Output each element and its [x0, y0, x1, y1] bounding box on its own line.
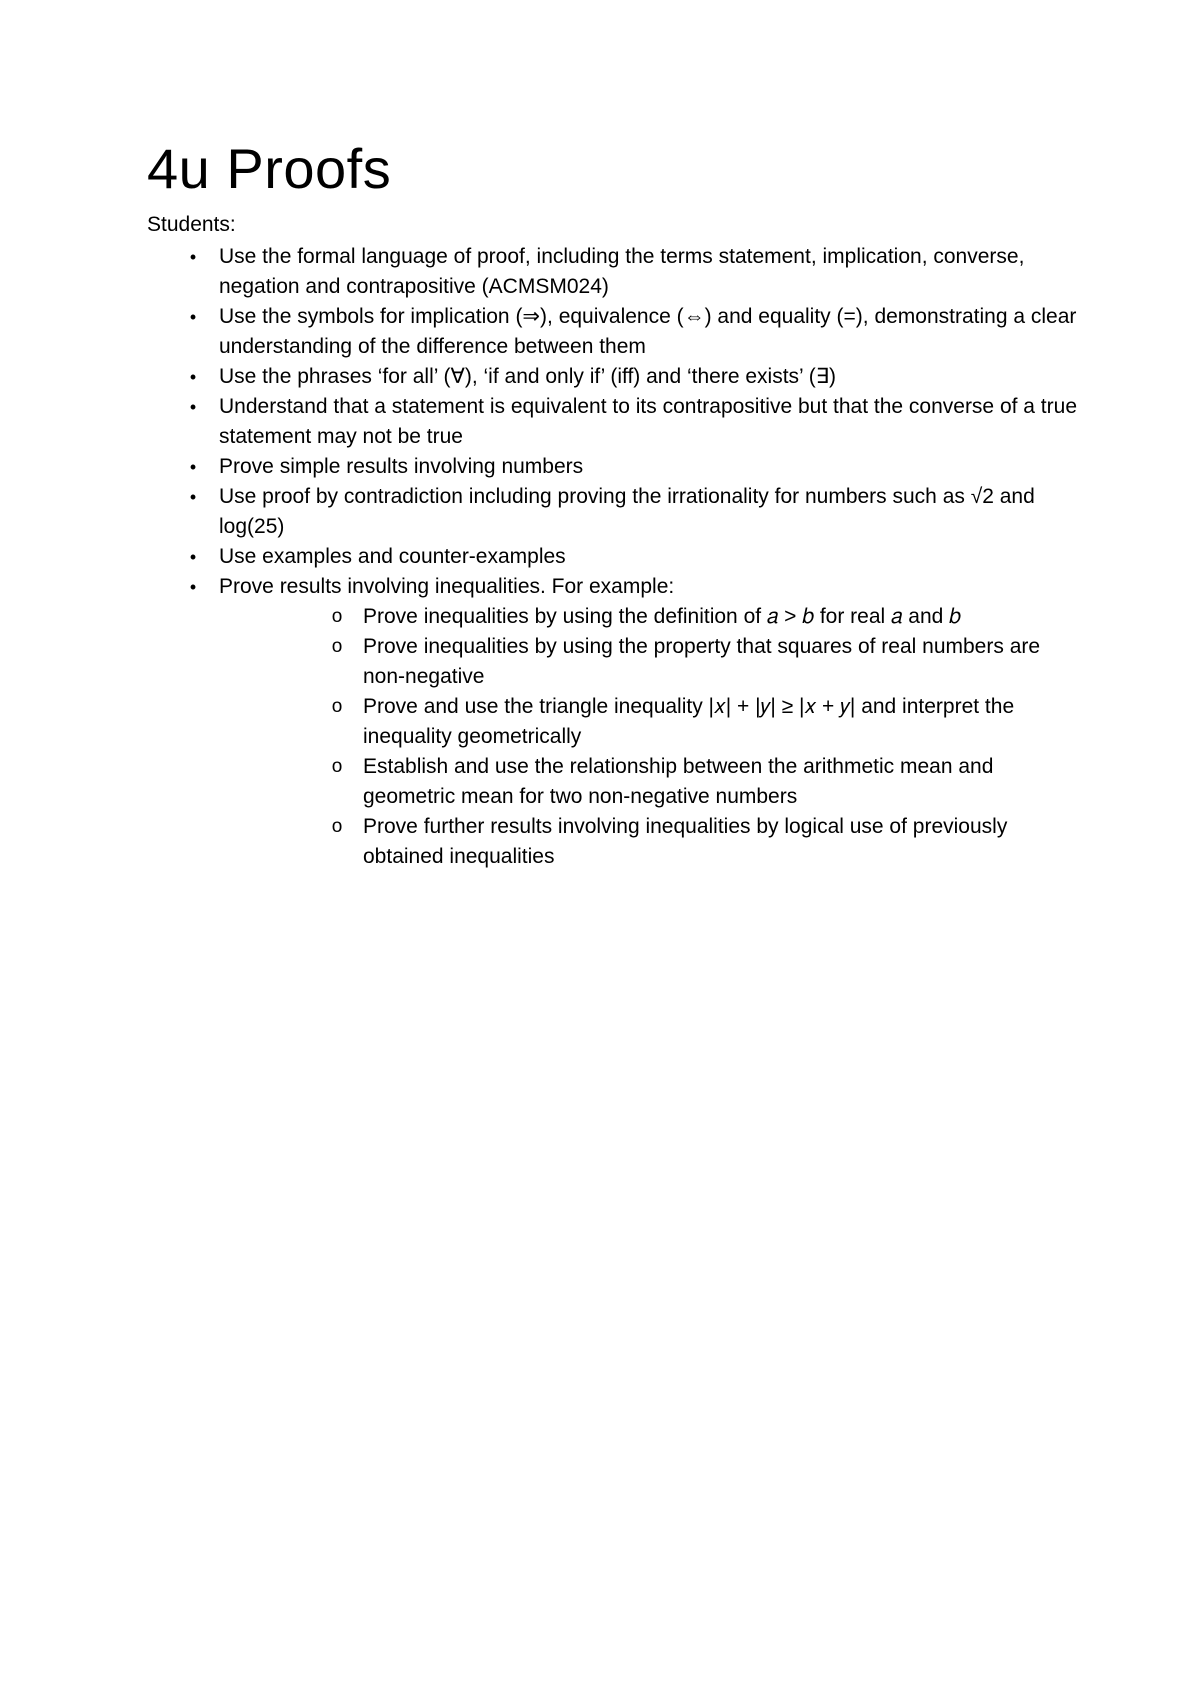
- document-content: [147, 138, 1077, 872]
- hollow-bullet-icon: o: [331, 695, 343, 717]
- bullet-icon: •: [189, 486, 197, 507]
- hollow-bullet-icon: o: [331, 635, 343, 657]
- list-item-text: Prove simple results involving numbers: [219, 454, 584, 478]
- hollow-bullet-icon: o: [331, 755, 343, 777]
- hollow-bullet-icon: o: [331, 815, 343, 837]
- outcomes-list: [147, 242, 1077, 872]
- bullet-icon: •: [189, 396, 197, 417]
- sub-list-item: [219, 602, 1077, 632]
- sub-list-item: [219, 752, 1077, 812]
- sub-list-item-text: Prove further results involving inequalities by logical use of previously obtained inequalities: [363, 814, 1008, 868]
- bullet-icon: •: [189, 546, 197, 567]
- bullet-icon: •: [189, 246, 197, 267]
- list-item-text: Understand that a statement is equivalent to its contrapositive but that the converse of a true statement may not be true: [219, 394, 1077, 448]
- list-item-text: Use the formal language of proof, including the terms statement, implication, converse, negation and contrapositive (ACMSM024): [219, 244, 1025, 298]
- list-item: [147, 392, 1077, 452]
- list-item-text: Use the symbols for implication (⇒), equivalence (⇔) and equality (=), demonstrating a clear understanding of the difference between them: [219, 304, 1077, 358]
- list-item-text: Prove results involving inequalities. For example:: [219, 574, 675, 598]
- list-item-text: Use proof by contradiction including proving the irrationality for numbers such as √2 and log(25): [219, 484, 1035, 538]
- hollow-bullet-icon: o: [331, 605, 343, 627]
- sub-list-item-text: Establish and use the relationship between the arithmetic mean and geometric mean for two non-negative numbers: [363, 754, 994, 808]
- bullet-icon: •: [189, 366, 197, 387]
- bullet-icon: •: [189, 576, 197, 597]
- students-label: Students:: [147, 212, 236, 236]
- list-item: [147, 452, 1077, 482]
- list-item: [147, 302, 1077, 362]
- list-item: [147, 482, 1077, 542]
- sub-list-item: [219, 632, 1077, 692]
- list-item: [147, 362, 1077, 392]
- list-item: [147, 572, 1077, 872]
- list-item: [147, 242, 1077, 302]
- sub-list-item-text: Prove inequalities by using the property that squares of real numbers are non-negative: [363, 634, 1041, 688]
- list-item-text: Use examples and counter-examples: [219, 544, 566, 568]
- bullet-icon: •: [189, 456, 197, 477]
- sub-list-item: [219, 692, 1077, 752]
- bullet-icon: •: [189, 306, 197, 327]
- inequalities-sublist: [219, 602, 1077, 872]
- list-item-text: Use the phrases ‘for all’ (∀), ‘if and only if’ (iff) and ‘there exists’ (∃): [219, 364, 837, 388]
- sub-list-item: [219, 812, 1077, 872]
- page-title: 4u Proofs: [147, 137, 392, 200]
- sub-list-item-text: Prove inequalities by using the definition of 𝑎 > 𝑏 for real 𝑎 and 𝑏: [363, 604, 961, 628]
- list-item: [147, 542, 1077, 572]
- sub-list-item-text: Prove and use the triangle inequality |𝑥| + |𝑦| ≥ |𝑥 + 𝑦| and interpret the inequality geometrically: [363, 694, 1015, 748]
